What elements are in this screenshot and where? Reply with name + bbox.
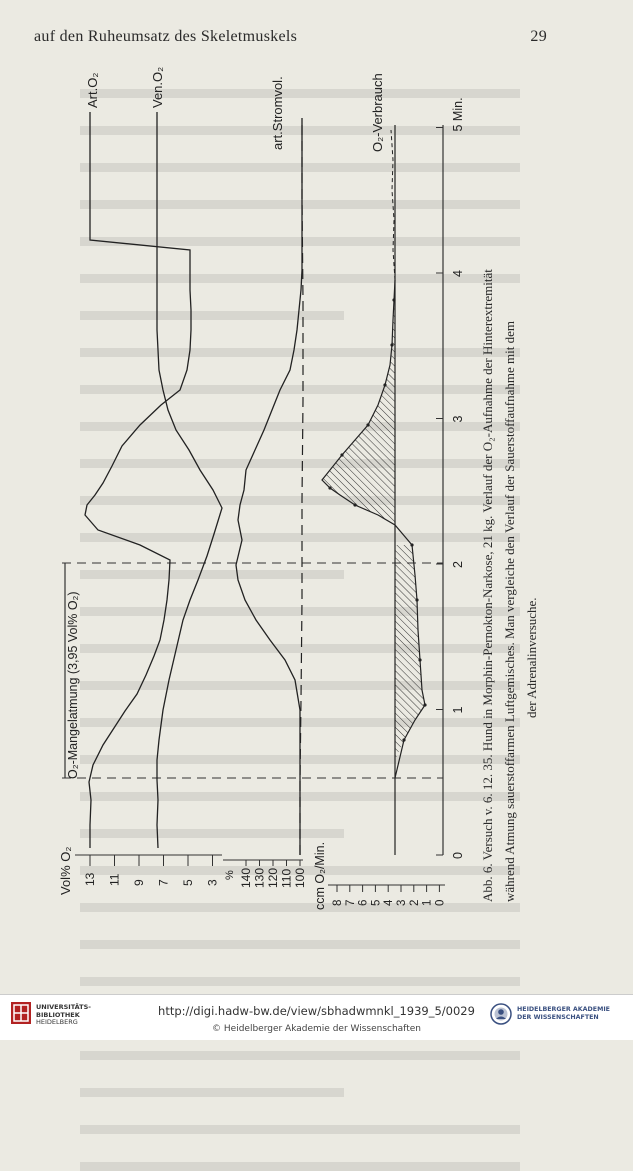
o2-data-point bbox=[410, 543, 413, 546]
caption-line-1: Abb. 6. Versuch v. 6. 12. 35. Hund in Morphin-Pernokton-Narkose, 21 kg. Verlauf der O₂-Aufnahme der Hinterextremität bbox=[480, 269, 495, 902]
academy-name[interactable] bbox=[517, 1006, 610, 1022]
label-pct: % bbox=[224, 870, 236, 880]
art-stromvol-curve bbox=[236, 118, 302, 855]
copyright-notice: © Heidelberger Akademie der Wissenschaften bbox=[212, 1024, 421, 1034]
label-art-stromvol: art.Stromvol. bbox=[270, 76, 285, 150]
ub-name-line-3: HEIDELBERG bbox=[36, 1018, 78, 1026]
flow-axis-ticks bbox=[239, 860, 307, 888]
label-o2-verbrauch: O₂-Verbrauch bbox=[370, 73, 385, 152]
ccm-tick-label: 2 bbox=[408, 899, 421, 906]
time-tick-label: 2 bbox=[451, 561, 465, 568]
o2-data-point bbox=[423, 703, 426, 706]
ccm-tick-label: 8 bbox=[332, 899, 344, 906]
o2-axis-ticks bbox=[83, 855, 220, 886]
o2-data-point bbox=[328, 486, 331, 489]
label-ccm-per-min: ccm O₂/Min. bbox=[313, 841, 327, 910]
permalink[interactable]: http://digi.hadw-bw.de/view/sbhadwmnkl_1939_5/0029 bbox=[158, 1004, 475, 1018]
academy-line-1: HEIDELBERGER AKADEMIE bbox=[517, 1006, 610, 1013]
show-through-line bbox=[80, 1106, 520, 1134]
time-tick-label: 0 bbox=[451, 852, 465, 859]
ccm-tick-label: 5 bbox=[370, 899, 383, 906]
o2-data-point bbox=[340, 453, 343, 456]
o2-tick-label: 7 bbox=[156, 879, 171, 886]
o2-data-point bbox=[383, 383, 386, 386]
o2-data-point bbox=[390, 343, 393, 346]
ub-name-line-1: UNIVERSITÄTS- bbox=[36, 1003, 91, 1011]
time-tick-label: 3 bbox=[451, 415, 465, 423]
o2-tick-label: 5 bbox=[181, 879, 195, 886]
caption-line-2: während Atmung sauerstoffarmen Luftgemisches. Man vergleiche den Verlauf der Sauerstoffaufnahme mit dem bbox=[502, 321, 517, 902]
flow-tick-label: 140 bbox=[239, 867, 253, 888]
ub-name-line-2: BIBLIOTHEK bbox=[36, 1010, 80, 1019]
ccm-tick-label: 6 bbox=[357, 899, 370, 906]
ccm-axis-ticks bbox=[332, 885, 446, 906]
page-number: 29 bbox=[530, 28, 547, 45]
flow-tick-label: 110 bbox=[279, 868, 294, 888]
running-title: auf den Ruheumsatz des Skeletmuskels bbox=[34, 28, 298, 45]
o2-data-point bbox=[366, 423, 369, 426]
flow-tick-label: 120 bbox=[266, 867, 280, 888]
o2-tick-label: 11 bbox=[107, 873, 122, 886]
o2-data-point bbox=[392, 298, 395, 301]
time-ticks bbox=[436, 97, 465, 859]
ccm-tick-label: 7 bbox=[344, 899, 357, 906]
ccm-tick-label: 3 bbox=[396, 899, 408, 906]
academy-seal-icon bbox=[490, 1003, 512, 1025]
ccm-tick-label: 4 bbox=[383, 899, 396, 906]
ccm-tick-label: 0 bbox=[434, 899, 447, 906]
flow-tick-label: 100 bbox=[293, 867, 307, 888]
o2-data-point bbox=[353, 503, 356, 506]
o2-consumption-hatch-recovery bbox=[322, 140, 395, 545]
time-tick-label: 1 bbox=[451, 706, 465, 714]
label-art-o2: Art.O₂ bbox=[85, 72, 100, 108]
label-mangelatmung: O₂-Mangelatmung (3,95 Vol% O₂) bbox=[66, 591, 80, 779]
ccm-tick-label: 1 bbox=[421, 899, 434, 906]
o2-data-point bbox=[402, 738, 405, 741]
o2-tick-label: 3 bbox=[205, 879, 220, 886]
caption-line-3: der Adrenalinversuche. bbox=[524, 597, 539, 718]
plot-area bbox=[58, 67, 539, 910]
o2-tick-label: 9 bbox=[132, 879, 146, 886]
art-o2-curve bbox=[85, 112, 191, 848]
o2-data-point bbox=[418, 658, 421, 661]
flow-tick-label: 130 bbox=[252, 867, 267, 888]
academy-line-2: DER WISSENSCHAFTEN bbox=[517, 1014, 599, 1021]
o2-tick-label: 13 bbox=[83, 872, 97, 886]
time-tick-label: 5 Min. bbox=[451, 97, 465, 132]
time-tick-label: 4 bbox=[451, 270, 465, 277]
label-ven-o2: Ven.O₂ bbox=[150, 66, 165, 108]
show-through-line bbox=[80, 1069, 344, 1097]
label-vol-pct-o2: Vol% O₂ bbox=[58, 846, 73, 895]
o2-data-point bbox=[415, 598, 418, 601]
show-through-line bbox=[80, 1143, 520, 1171]
ven-o2-curve bbox=[157, 112, 222, 848]
footer-bar bbox=[0, 994, 633, 1040]
